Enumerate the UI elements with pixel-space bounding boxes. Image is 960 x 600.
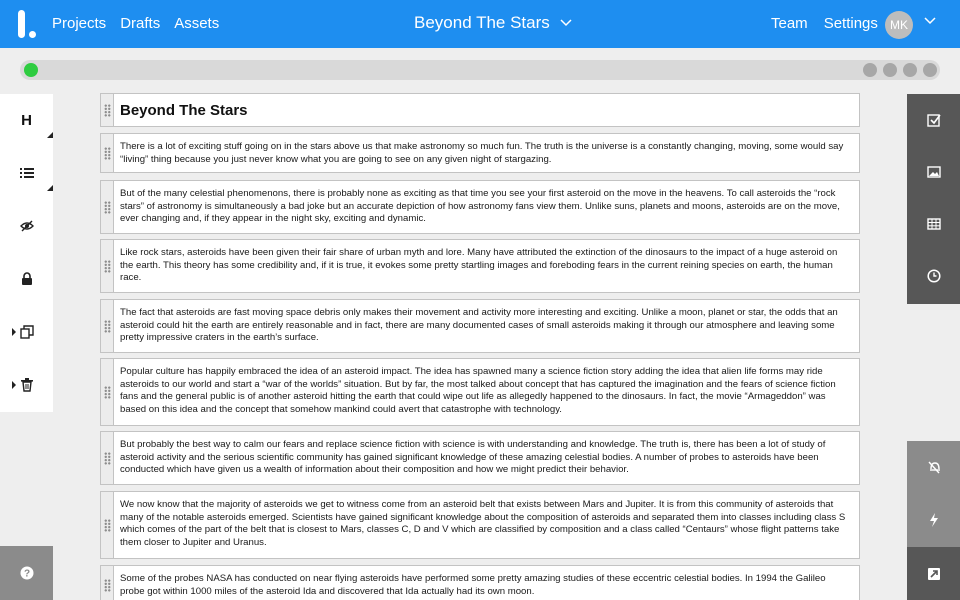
lightning-tool[interactable] (907, 494, 960, 546)
drag-handle[interactable] (101, 492, 114, 558)
list-icon (20, 167, 34, 179)
title-block[interactable] (100, 93, 860, 127)
drag-handle[interactable] (101, 566, 114, 600)
paragraph-text[interactable]: The fact that asteroids are fast moving space debris only makes their movement and activity more interesting and exciting. Unlike a moon, planet or star, the odds that an asteroid could hit the earth are entirely reasonable and in fact, there are many documented cases of small asteroids making it through our atmosphere and leaving some pretty impressive craters in the earth’s surface. (120, 307, 838, 343)
paragraph-text[interactable]: But probably the best way to calm our fears and replace science fiction with science is with understanding and knowledge. The truth is, there has been a lot of study of asteroid activity and the serious scientific community has gained significant knowledge of these amazing celestial bodies. A number of probes to asteroids have been conducted which have given us a wealth of information about their composition and how we might predict their behavior. (120, 439, 826, 475)
nav-projects[interactable]: Projects (52, 15, 107, 32)
chevron-down-icon[interactable] (924, 17, 936, 25)
image-tool[interactable] (907, 146, 960, 198)
open-external-button[interactable] (907, 547, 960, 600)
paragraph-text[interactable]: Popular culture has happily embraced the idea of an asteroid impact. The idea has spawned many a science fiction story adding the idea that alien life forms may ride asteroids to our world and start a “war of the worlds” situation. But by far, the most talked about concept that has captured the imagination and the fears of science fiction fans and the general public is of another asteroid hitting the earth that could wipe out life as allegedly happened to the dinosaurs. In fact, the movie “Armageddon” was based on this idea and the concept that somehow mankind could avert that catastrophe with technology. (120, 366, 836, 415)
document-title-dropdown[interactable] (414, 13, 572, 33)
document-title: Beyond The Stars (414, 13, 550, 32)
table-icon (927, 218, 941, 230)
progress-track (20, 60, 940, 80)
heading-tool[interactable] (0, 100, 53, 140)
paragraph-block[interactable] (100, 239, 860, 293)
right-toolbar (907, 94, 960, 304)
checkbox-icon (927, 113, 941, 127)
paragraph-text[interactable]: There is a lot of exciting stuff going on in the stars above us that make astronomy so much fun. The truth is the universe is a constantly changing, moving, some would say “living” thing because you just never know what you are going to see on any given night of stargazing. (120, 141, 844, 165)
drag-handle[interactable] (101, 94, 114, 126)
paragraph-block[interactable] (100, 299, 860, 353)
paragraph-text[interactable]: We now know that the majority of asteroids we get to witness come from an asteroid belt that exists between Mars and Jupiter. It is from this community of asteroids that many of the notable asteroids emerged. Scientists have gained significant knowledge about the composition of asteroids and separated them into classes including class S which comes of the part of the belt that is closest to Mars, classes C, D and V which are classified by composition and a class called “Centaurs” whose flight patterns take them closer to Jupiter and Uranus. (120, 499, 846, 548)
grip-icon (104, 201, 111, 214)
table-tool[interactable] (907, 198, 960, 250)
paragraph-block[interactable] (100, 565, 860, 600)
heading-icon: H (21, 111, 32, 129)
top-bar (0, 0, 960, 48)
step-dot[interactable] (923, 63, 937, 77)
image-icon (927, 166, 941, 178)
grip-icon (104, 452, 111, 465)
right-nav (771, 15, 878, 32)
paragraph-block[interactable] (100, 491, 860, 559)
trash-icon (21, 378, 33, 392)
paragraph-text[interactable]: But of the many celestial phenomenons, there is probably none as exciting as that time you see your first asteroid on the move in the heavens. To call asteroids the “rock stars” of astronomy is simultaneously a bad joke but an accurate depiction of how astronomy fans view them. Unlike suns, planets and moons, asteroids are on the move, ever changing and, if they appear in the night sky, exciting and dynamic. (120, 188, 840, 224)
drag-handle[interactable] (101, 134, 114, 172)
help-button[interactable] (0, 546, 53, 600)
paragraph-text[interactable]: Some of the probes NASA has conducted on near flying asteroids have performed some pretty amazing studies of these eccentric celestial bodies. In 1994 the Galileo probe got within 1000 miles of the asteroid Ida and discovered that Ida actually had its own moon. (120, 573, 826, 597)
lock-icon (21, 272, 33, 286)
step-dot[interactable] (883, 63, 897, 77)
drag-handle[interactable] (101, 181, 114, 233)
lightning-icon (929, 513, 939, 527)
grip-icon (104, 260, 111, 273)
copy-icon (20, 325, 34, 339)
external-icon (927, 567, 941, 581)
clock-icon (927, 269, 941, 283)
grip-icon (104, 519, 111, 532)
nav-assets[interactable]: Assets (174, 15, 220, 32)
history-tool[interactable] (907, 250, 960, 302)
active-step-dot[interactable] (24, 63, 38, 77)
drag-handle[interactable] (101, 432, 114, 484)
left-toolbar (0, 94, 53, 412)
nav-team[interactable]: Team (771, 15, 808, 32)
paragraph-text[interactable]: Like rock stars, asteroids have been given their fair share of urban myth and lore. Many have attributed the extinction of the dinosaurs to the impact of a huge asteroid on the earth. This theory has some credibility and, if it is true, it evokes some pretty startling images and foreboding fears in the current reining species on earth, the human race. (120, 247, 838, 283)
delete-tool[interactable] (0, 365, 53, 405)
hide-tool[interactable] (0, 206, 53, 246)
main-nav (52, 15, 219, 32)
grip-icon (104, 147, 111, 160)
nav-drafts[interactable]: Drafts (120, 15, 161, 32)
avatar[interactable]: MK (885, 11, 913, 39)
app-logo[interactable] (18, 10, 38, 38)
mute-icon (927, 460, 941, 474)
paragraph-block[interactable] (100, 358, 860, 426)
mute-tool[interactable] (907, 441, 960, 493)
step-dot[interactable] (903, 63, 917, 77)
grip-icon (104, 320, 111, 333)
document-heading[interactable]: Beyond The Stars (120, 102, 248, 119)
drag-handle[interactable] (101, 300, 114, 352)
paragraph-block[interactable] (100, 431, 860, 485)
right-toolbar-bottom (907, 441, 960, 547)
hide-icon (20, 220, 34, 232)
nav-settings[interactable]: Settings (823, 15, 878, 32)
chevron-down-icon (560, 19, 572, 27)
checkbox-tool[interactable] (907, 94, 960, 146)
drag-handle[interactable] (101, 240, 114, 292)
grip-icon (104, 104, 111, 117)
grip-icon (104, 386, 111, 399)
copy-tool[interactable] (0, 312, 53, 352)
help-icon (20, 566, 34, 580)
paragraph-block[interactable] (100, 180, 860, 234)
lock-tool[interactable] (0, 259, 53, 299)
grip-icon (104, 579, 111, 592)
drag-handle[interactable] (101, 359, 114, 425)
svg-text:?: ? (23, 568, 30, 580)
list-tool[interactable] (0, 153, 53, 193)
paragraph-block[interactable] (100, 133, 860, 173)
step-dot[interactable] (863, 63, 877, 77)
